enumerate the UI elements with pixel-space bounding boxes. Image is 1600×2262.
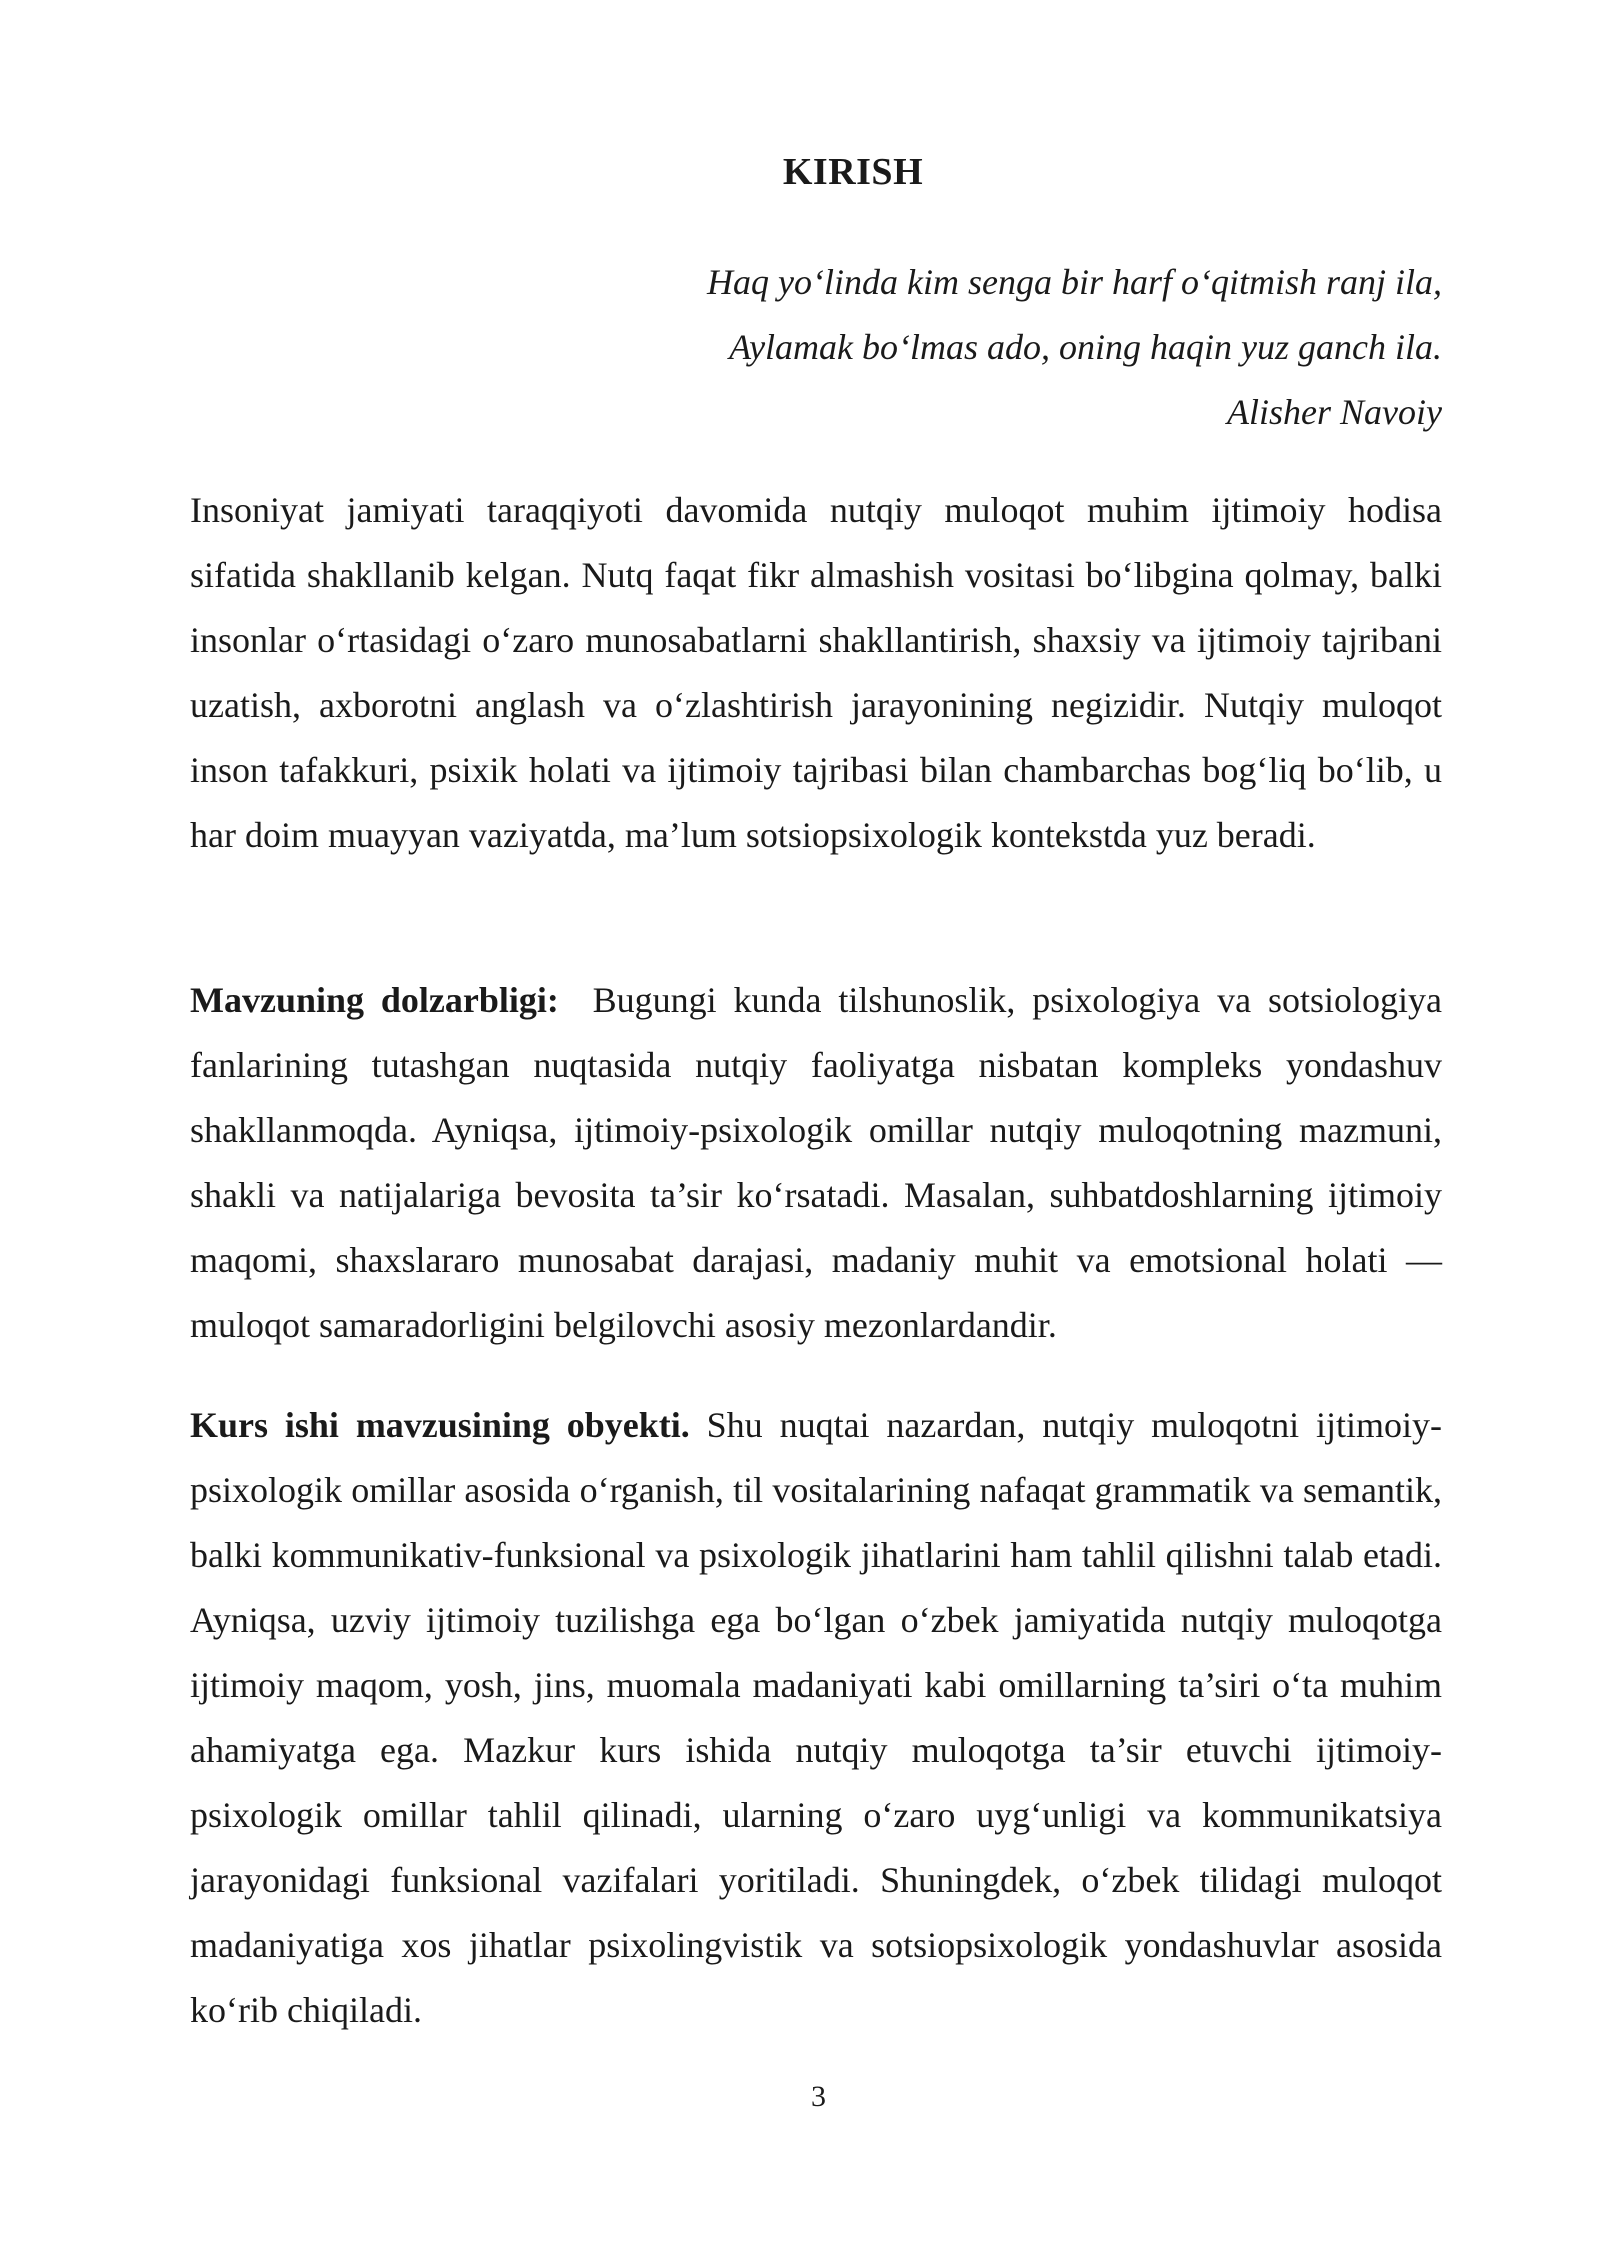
relevance-paragraph [190,968,1442,1358]
relevance-label: Mavzuning dolzarbligi: [190,980,559,1020]
epigraph [190,250,1442,445]
relevance-text: Bugungi kunda tilshunoslik, psixologiya va sotsiologiya fanlarining tutashgan nuqtasida nutqiy faoliyatga nisbatan kompleks yondashuv shakllanmoqda. Ayniqsa, ijtimoiy-psixologik omillar nutqiy muloqotning mazmuni, shakli va natijalariga bevosita ta’sir ko‘rsatadi. Masalan, suhbatdoshlarning ijtimoiy maqomi, shaxslararo munosabat darajasi, madaniy muhit va emotsional holati — muloqot samaradorligini belgilovchi asosiy mezonlardandir. [190,980,1442,1345]
object-label: Kurs ishi mavzusining obyekti. [190,1405,690,1445]
epigraph-line-2: Aylamak bo‘lmas ado, oning haqin yuz ganch ila. [729,327,1442,367]
epigraph-line-1: Haq yo‘linda kim senga bir harf o‘qitmish ranj ila, [707,262,1442,302]
object-paragraph [190,1393,1442,2043]
page-number: 3 [811,2080,826,2113]
epigraph-author: Alisher Navoiy [1227,392,1442,432]
page-title: KIRISH [782,151,924,193]
intro-paragraph: Insoniyat jamiyati taraqqiyoti davomida nutqiy muloqot muhim ijtimoiy hodisa sifatida shakllanib kelgan. Nutq faqat fikr almashish vositasi bo‘libgina qolmay, balki insonlar o‘rtasidagi o‘zaro munosabatlarni shakllantirish, shaxsiy va ijtimoiy tajribani uzatish, axborotni anglash va o‘zlashtirish jarayonining negizidir. Nutqiy muloqot inson tafakkuri, psixik holati va ijtimoiy tajribasi bilan chambarchas bog‘liq bo‘lib, u har doim muayyan vaziyatda, ma’lum sotsiopsixologik kontekstda yuz beradi. [190,490,1442,855]
object-text: Shu nuqtai nazardan, nutqiy muloqotni ijtimoiy-psixologik omillar asosida o‘rganish, til vositalarining nafaqat grammatik va semantik, balki kommunikativ-funksional va psixologik jihatlarini ham tahlil qilishni talab etadi. Ayniqsa, uzviy ijtimoiy tuzilishga ega bo‘lgan o‘zbek jamiyatida nutqiy muloqotga ijtimoiy maqom, yosh, jins, muomala madaniyati kabi omillarning ta’siri o‘ta muhim ahamiyatga ega. Mazkur kurs ishida nutqiy muloqotga ta’sir etuvchi ijtimoiy-psixologik omillar tahlil qilinadi, ularning o‘zaro uyg‘unligi va kommunikatsiya jarayonidagi funksional vazifalari yoritiladi. Shuningdek, o‘zbek tilidagi muloqot madaniyatiga xos jihatlar psixolingvistik va sotsiopsixologik yondashuvlar asosida ko‘rib chiqiladi. [190,1405,1443,2030]
